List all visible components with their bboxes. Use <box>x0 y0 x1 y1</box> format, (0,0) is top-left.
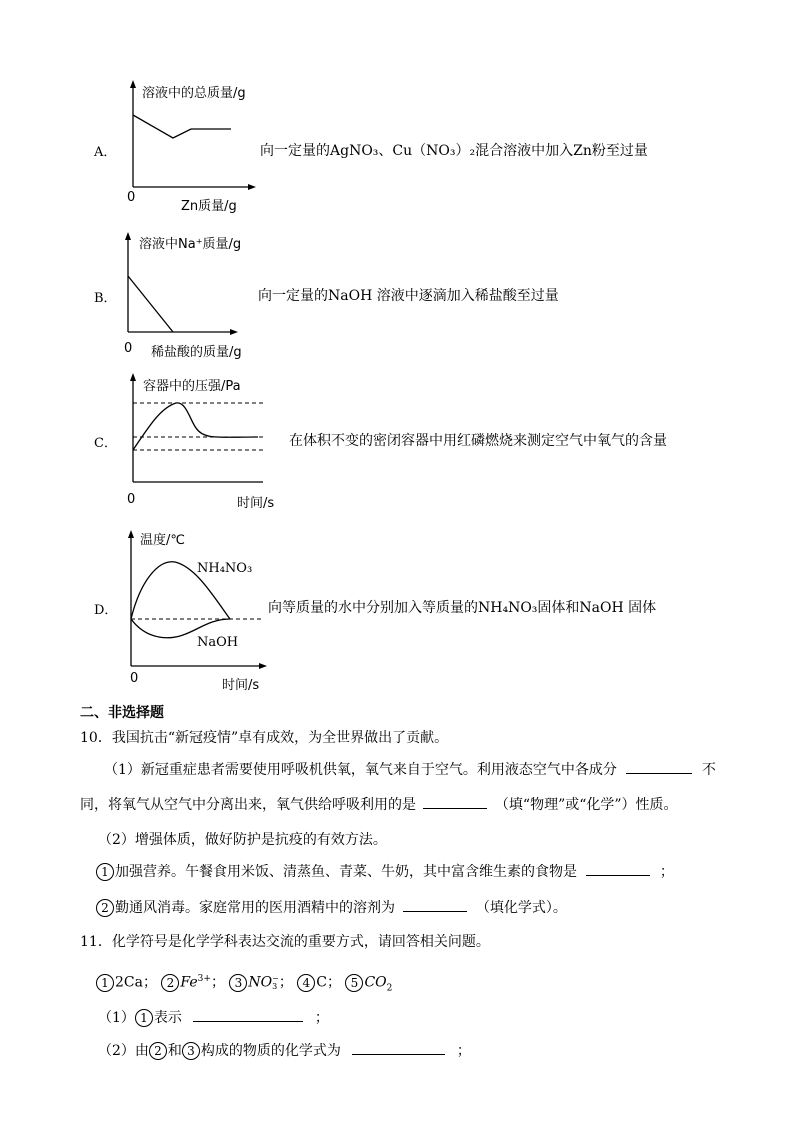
circled-number: 1 <box>96 863 114 881</box>
circled-number: 1 <box>135 1009 153 1027</box>
nh4no3-label: NH₄NO₃ <box>197 561 253 576</box>
question-10-part1-line1: （1）新冠重症患者需要使用呼吸机供氧，氧气来自于空气。利用液态空气中各成分 不 <box>104 759 716 780</box>
option-letter: D． <box>94 603 118 618</box>
answer-blank[interactable] <box>626 759 692 774</box>
x-axis-label: 稀盐酸的质量/g <box>151 345 242 360</box>
graph-d <box>118 527 278 672</box>
question-11-part1: （1） 1 表示 ； <box>98 1007 329 1028</box>
question-10-part2: （2）增强体质，做好防护是抗疫的有效方法。 <box>98 832 387 848</box>
origin-label: 0 <box>124 341 133 356</box>
x-axis-label: Zn质量/g <box>181 199 237 214</box>
naoh-label: NaOH <box>197 635 239 650</box>
symbol-3: NO <box>248 974 273 991</box>
circled-number: 3 <box>182 1042 200 1060</box>
option-letter: A． <box>94 145 117 160</box>
answer-blank[interactable] <box>193 1007 303 1022</box>
symbol-1: 2Ca； <box>115 974 157 991</box>
origin-label: 0 <box>127 190 136 205</box>
circled-number: 2 <box>161 974 179 992</box>
question-stem: 11．化学符号是化学学科表达交流的重要方式，请回答相关问题。 <box>80 934 490 950</box>
circled-number: 1 <box>96 974 114 992</box>
symbol-list: 1 2Ca； 2 $Fe^{3+}$； 3 NO − 3 ； 4 C； 5 $CO_2$ <box>96 969 392 998</box>
circled-number: 3 <box>229 974 247 992</box>
graph-curve <box>133 403 258 450</box>
answer-blank[interactable] <box>423 794 487 809</box>
y-axis-label: 溶液中的总质量/g <box>142 86 246 101</box>
section-heading: 二、非选择题 <box>80 705 164 721</box>
graph-curve <box>128 276 173 332</box>
option-letter: B． <box>94 291 117 306</box>
symbol-4: C； <box>316 974 341 991</box>
circled-number: 2 <box>96 899 114 917</box>
symbol-2: Fe <box>180 974 198 991</box>
y-axis-label: 容器中的压强/Pa <box>143 379 241 394</box>
question-11-part2: （2）由 2 和 3 构成的物质的化学式为 ； <box>98 1040 471 1061</box>
circled-number: 2 <box>149 1042 167 1060</box>
circled-number: 4 <box>297 974 315 992</box>
question-stem: 10．我国抗击“新冠疫情”卓有成效，为全世界做出了贡献。 <box>80 730 449 746</box>
answer-blank[interactable] <box>586 861 650 876</box>
question-10-sub2: 2 勤通风消毒。家庭常用的医用酒精中的溶剂为 （填化学式）。 <box>96 897 567 918</box>
option-description: 在体积不变的密闭容器中用红磷燃烧来测定空气中氧气的含量 <box>289 433 667 449</box>
graph-curve <box>133 115 231 138</box>
x-axis-label: 时间/s <box>222 678 260 693</box>
x-axis-label: 时间/s <box>237 496 275 511</box>
symbol-5: CO <box>364 974 387 991</box>
answer-blank[interactable] <box>352 1040 445 1055</box>
origin-label: 0 <box>127 492 136 507</box>
option-letter: C． <box>94 436 117 451</box>
y-axis-label: 温度/℃ <box>140 533 185 548</box>
y-axis-label: 溶液中Na⁺质量/g <box>139 237 242 252</box>
question-10-sub1: 1 加强营养。午餐食用米饭、清蒸鱼、青菜、牛奶，其中富含维生素的食物是 ； <box>96 861 674 882</box>
answer-blank[interactable] <box>403 897 467 912</box>
option-description: 向一定量的NaOH 溶液中逐滴加入稀盐酸至过量 <box>258 288 559 304</box>
origin-label: 0 <box>130 671 139 686</box>
circled-number: 5 <box>345 974 363 992</box>
question-10-part1-line2: 同，将氧气从空气中分离出来，氧气供给呼吸利用的是 （填“物理”或“化学”）性质。 <box>80 794 678 815</box>
option-description: 向等质量的水中分别加入等质量的NH₄NO₃固体和NaOH 固体 <box>268 600 657 616</box>
option-description: 向一定量的AgNO₃、Cu（NO₃）₂混合溶液中加入Zn粉至过量 <box>260 143 648 159</box>
